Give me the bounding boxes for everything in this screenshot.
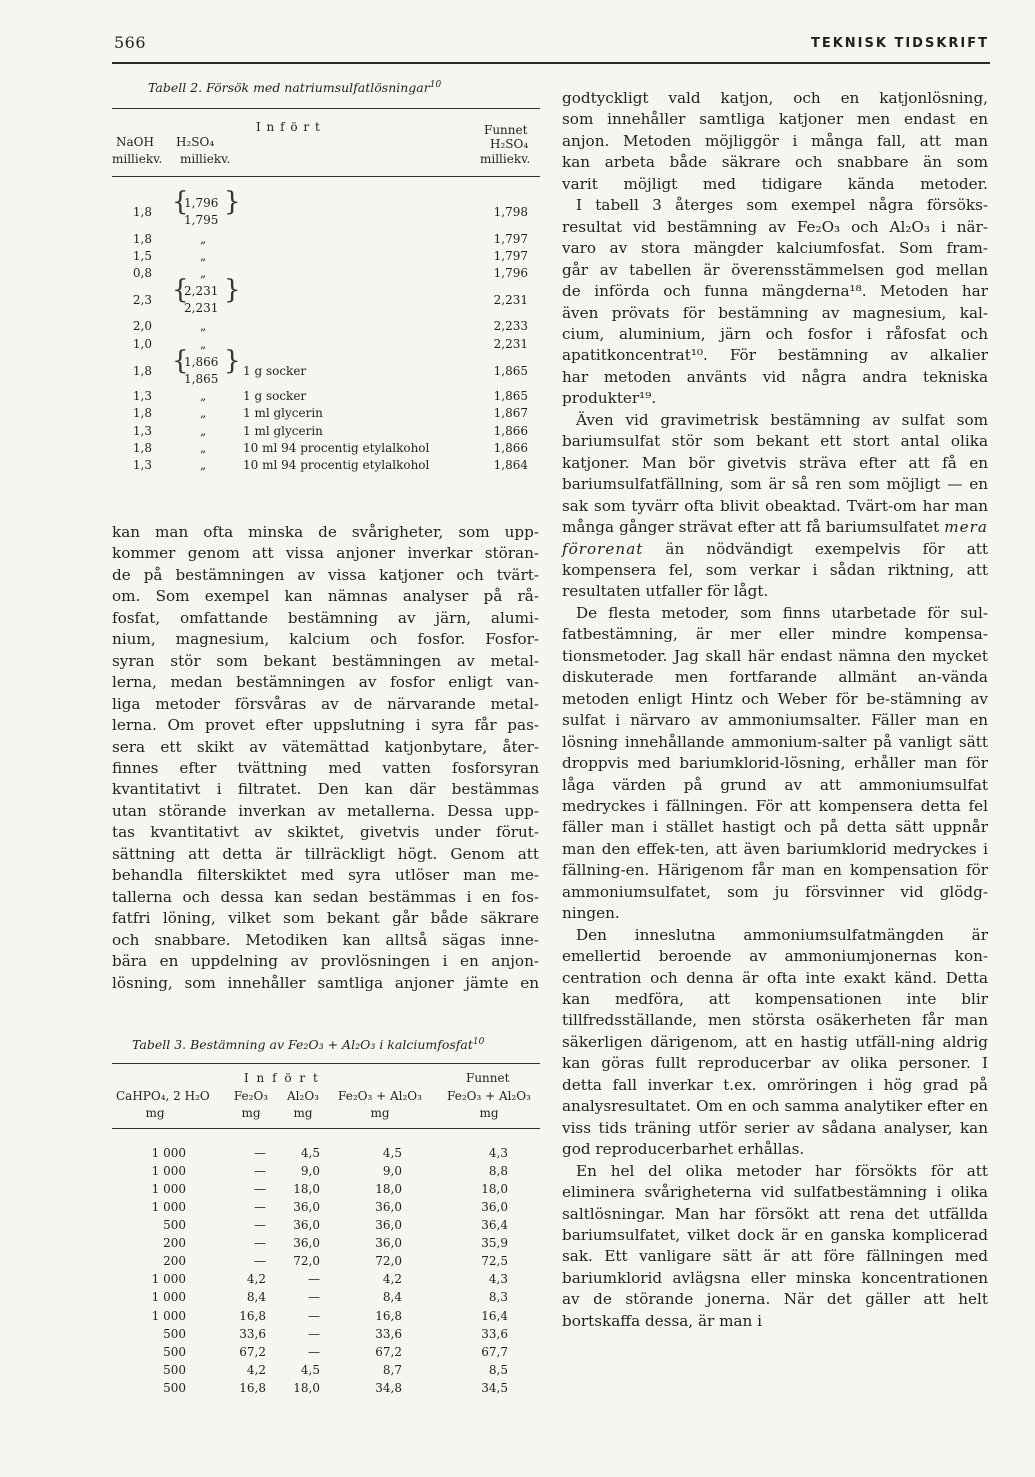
table2-h2so4-ditto: „	[200, 424, 207, 438]
table3-caption: Tabell 3. Bestämning av Fe₂O₃ + Al₂O₃ i kalciumfosfat$^{10}$	[132, 1037, 485, 1053]
table3-col-header: Fe₂O₃ + Al₂O₃	[338, 1089, 422, 1103]
table3-cell: 18,0	[293, 1380, 320, 1395]
table3-col-header: Fe₂O₃ + Al₂O₃	[447, 1089, 531, 1103]
table2-h2so4-ditto: „	[200, 249, 207, 263]
table3-cell: 500	[163, 1362, 186, 1377]
table3-cell: 36,0	[293, 1200, 320, 1215]
table3-cell: 1 000	[151, 1272, 186, 1287]
table2-h2so4-ditto: „	[200, 266, 207, 280]
table2-found-cell: 1,866	[493, 424, 528, 438]
text-line: har metoden använts vid några andra tekniska	[562, 367, 988, 386]
right-column-text	[562, 88, 988, 1332]
table3-cell: —	[254, 1254, 266, 1269]
table2-h2so4-cell: 2,231	[184, 301, 219, 315]
text-line: resultat vid bestämning av Fe₂O₃ och Al₂O₃ i när-	[562, 217, 988, 236]
table2-h2so4-cell: 1,865	[184, 372, 219, 386]
table3-top-rule	[112, 1063, 540, 1064]
table3-cell: 4,3	[488, 1272, 508, 1287]
table2-additive-cell: 1 ml glycerin	[243, 424, 323, 438]
table2-naoh-cell: 1,3	[132, 424, 152, 438]
table2-h2so4-ditto: „	[200, 389, 207, 403]
brace-right: }	[224, 346, 241, 376]
text-line: syran stör som bekant bestämningen av metal-	[112, 651, 539, 670]
table3-cell: 4,5	[300, 1362, 320, 1377]
table3-cell: 16,8	[239, 1308, 266, 1323]
table2-h2so4-ditto: „	[200, 319, 207, 333]
text-line: varit möjligt med tidigare kända metoder.	[562, 174, 988, 193]
table3-cell: 8,8	[488, 1164, 508, 1178]
table2-naoh-cell: 1,8	[132, 364, 152, 378]
table2-found-cell: 2,231	[493, 337, 528, 351]
table3-group-header: I n f ö r t	[244, 1071, 320, 1085]
table2-found-cell: 1,797	[493, 249, 528, 263]
table3-cell: 18,0	[375, 1182, 402, 1197]
table2-naoh-cell: 1,0	[132, 337, 152, 351]
table3-cell: 33,6	[481, 1326, 508, 1341]
table3-unit-label: mg	[293, 1106, 313, 1120]
table2-unit-found: milliekv.	[480, 152, 531, 166]
table3-cell: 8,3	[488, 1290, 508, 1305]
table3-cell: 200	[163, 1236, 186, 1251]
table2-found-cell: 1,865	[493, 389, 528, 403]
table3-unit-label: mg	[145, 1106, 165, 1120]
brace-right: }	[224, 275, 241, 305]
table2-h2so4-cell: 1,866	[184, 355, 219, 369]
table2-naoh-cell: 1,8	[132, 205, 152, 219]
table3-cell: 500	[163, 1344, 186, 1359]
text-line: fatfri löning, vilket som bekant går både säkrare	[112, 909, 539, 928]
table3-cell: 33,6	[375, 1326, 402, 1341]
table2-found-cell: 1,797	[493, 232, 528, 246]
table3-cell: 1 000	[151, 1290, 186, 1305]
table2-group-header: I n f ö r t	[256, 120, 321, 134]
table3-cell: 8,7	[382, 1362, 402, 1377]
table3-cell: 4,5	[382, 1146, 402, 1160]
text-line: finnes efter tvättning med vatten fosforsyran	[112, 758, 539, 777]
table3-unit-label: mg	[241, 1106, 261, 1120]
table3-cell: —	[308, 1326, 320, 1341]
text-line: tas kvantitativt av skiktet, givetvis under förut-	[112, 823, 539, 842]
table3-col-header: Al₂O₃	[287, 1089, 319, 1103]
table3-cell: 9,0	[300, 1164, 320, 1178]
table3-cell: 36,0	[293, 1218, 320, 1233]
text-line: apatitkoncentrat¹⁰. För bestämning av alkalier	[562, 346, 988, 365]
table3-cell: 34,5	[481, 1380, 508, 1395]
table3-cell: 4,2	[246, 1362, 266, 1377]
text-line: kommer genom att vissa anjoner inverkar störan-	[112, 544, 539, 563]
table3-cell: 1 000	[151, 1200, 186, 1215]
table3-cell: —	[254, 1182, 266, 1197]
table2-naoh-cell: 1,8	[132, 232, 152, 246]
table3-cell: 4,2	[382, 1272, 402, 1287]
text-line: cium, aluminium, järn och fosfor i råfosfat och	[562, 324, 988, 343]
table3-cell: 67,2	[239, 1344, 266, 1359]
table2-additive-cell: 10 ml 94 procentig etylalkohol	[243, 441, 430, 455]
text-line: behandla filterskiktet med syra utlöser man me-	[112, 866, 539, 885]
paragraph-ammonium-concentration: Den inneslutna ammoniumsulfatmängden är emellertid beroende av ammoniumjonernas kon-centration och denna är ofta inte exakt känd. Detta kan medföra, att kompensationen inte blir tillfredsställande, men största osäkerheten får man säkerligen därigenom, att en hastig utfäll-ning aldrig kan göras fullt reproducerbar av olika personer. I detta fall inverkar t.ex. omröringen i hög grad på analysresultatet. Om en och samma analytiker efter en viss tids träning utför serier av sådana analyser, kan god reproducerbarhet erhållas.	[562, 925, 988, 1159]
table3-cell: 1 000	[151, 1182, 186, 1197]
table3-cell: 9,0	[382, 1164, 402, 1178]
brace-left: {	[172, 187, 189, 217]
table2-found-cell: 1,796	[493, 266, 528, 280]
text-line: om. Som exempel kan nämnas analyser på rå-	[112, 587, 539, 606]
table3-cell: —	[254, 1200, 266, 1215]
table3-cell: 36,0	[293, 1236, 320, 1251]
table3-cell: 500	[163, 1218, 186, 1233]
table3-cell: 1 000	[151, 1164, 186, 1178]
table2-additive-cell: 1 g socker	[243, 364, 307, 378]
table2-h2so4-ditto: „	[200, 458, 207, 472]
table3-cell: —	[308, 1290, 320, 1305]
table3-cell: 36,0	[375, 1218, 402, 1233]
table2-h2so4-ditto: „	[200, 337, 207, 351]
text-line: I tabell 3 återges som exempel några försöks-	[576, 196, 988, 215]
table2-unit-h2so4: milliekv.	[180, 152, 231, 166]
table3-cell: —	[254, 1164, 266, 1178]
table3-cell: 16,4	[481, 1308, 508, 1323]
table3-cell: 33,6	[239, 1326, 266, 1341]
table2-col-naoh: NaOH	[116, 135, 154, 149]
text-line: kvantitativt i filtratet. Den kan där bestämmas	[112, 780, 539, 799]
table3-cell: 36,4	[481, 1218, 508, 1233]
table2-top-rule	[112, 108, 540, 109]
paragraph-elimination-methods: En hel del olika metoder har försökts för att eliminera svårigheterna vid sulfatbestämning i olika saltlösningar. Man har försökt att rena det utfällda bariumsulfatet, vilket dock är en ganska komplicerad sak. Ett vanligare sätt är att före fällningen med bariumklorid avlägsna eller minska koncentrationen av de störande jonerna. När det gäller att helt bortskaffa dessa, är man i	[562, 1161, 988, 1330]
text-line: lösning, som innehåller samtliga anjoner jämte en	[112, 973, 539, 992]
table3-cell: —	[308, 1272, 320, 1287]
table2-col-h2so4: H₂SO₄	[176, 135, 215, 149]
text-line: utan störande inverkan av metallerna. Dessa upp-	[112, 801, 539, 820]
page-number: 566	[114, 33, 147, 52]
table3-cell: 18,0	[293, 1182, 320, 1197]
journal-title: TEKNISK TIDSKRIFT	[810, 36, 989, 51]
table3-cell: 4,3	[488, 1146, 508, 1160]
brace-right: }	[224, 187, 241, 217]
table3-col-header: CaHPO₄, 2 H₂O	[116, 1089, 210, 1103]
text-line: nium, magnesium, kalcium och fosfor. Fosfor-	[112, 630, 539, 649]
text-line: de införda och funna mängderna¹⁸. Metoden har	[562, 282, 988, 301]
table3-cell: —	[254, 1236, 266, 1251]
table2-naoh-cell: 1,5	[132, 249, 152, 263]
text-line: går av tabellen är överensstämmelsen god mellan	[562, 260, 988, 279]
brace-left: {	[172, 275, 189, 305]
text-line: och snabbare. Metodiken kan alltså sägas inne-	[112, 930, 539, 949]
table3-cell: 4,2	[246, 1272, 266, 1287]
table2-h2so4-ditto: „	[200, 232, 207, 246]
table2-h2so4-cell: 1,795	[184, 213, 219, 227]
brace-left: {	[172, 346, 189, 376]
table3-cell: —	[254, 1218, 266, 1233]
table2-naoh-cell: 0,8	[132, 266, 152, 280]
text-line: även prövats för bestämning av magnesium, kal-	[562, 303, 988, 322]
text-line: tallerna och dessa kan sedan bestämmas i en fos-	[112, 887, 539, 906]
text-line: lerna, medan bestämningen av fosfor enligt van-	[112, 673, 539, 692]
table3-cell: 72,5	[481, 1254, 508, 1269]
table3-cell: 35,9	[481, 1236, 508, 1251]
table3-cell: 36,0	[375, 1236, 402, 1251]
table2-h2so4-cell: 1,796	[184, 196, 219, 210]
text-line: godtyckligt vald katjon, och en katjonlösning,	[562, 89, 988, 107]
table2-naoh-cell: 2,0	[132, 319, 152, 333]
table2-found-cell: 1,865	[493, 364, 528, 378]
table3-cell: 500	[163, 1326, 186, 1341]
table3-found-header: Funnet	[466, 1071, 510, 1085]
table2-found-cell: 1,864	[493, 458, 528, 472]
table3-cell: 18,0	[481, 1182, 508, 1197]
table2-additive-cell: 1 g socker	[243, 389, 307, 403]
table3-cell: —	[308, 1308, 320, 1323]
table3-cell: 8,4	[382, 1290, 402, 1305]
text-line: bära en uppdelning av provlösningen i en anjon-	[112, 952, 539, 971]
table2-h2so4-ditto: „	[200, 406, 207, 420]
text-line: kan arbeta både säkrare och snabbare än som	[562, 153, 988, 172]
table3-cell: 500	[163, 1380, 186, 1395]
table3-cell: 8,5	[488, 1362, 508, 1377]
table2-found-cell: 2,233	[493, 319, 528, 333]
emphasis-text: mera förorenat	[562, 518, 988, 558]
table3-cell: 200	[163, 1254, 186, 1269]
table2-found-cell: 2,231	[493, 293, 528, 307]
table2-header-rule	[112, 176, 540, 177]
text-line: fosfat, omfattande bestämning av järn, alumi-	[112, 608, 539, 627]
table3-header-rule	[112, 1128, 540, 1129]
table2-found-cell: 1,867	[493, 406, 528, 420]
table2-naoh-cell: 1,3	[132, 458, 152, 472]
text-line: sättning att detta är tillräckligt högt. Genom att	[112, 844, 539, 863]
table2-unit-naoh: milliekv.	[112, 152, 163, 166]
table3-cell: 72,0	[293, 1254, 320, 1269]
table3-cell: 36,0	[481, 1200, 508, 1215]
table3-cell: 67,7	[481, 1344, 508, 1359]
table2-found-cell: 1,798	[493, 205, 528, 219]
table3-unit-label: mg	[370, 1106, 390, 1120]
table3-unit-label: mg	[479, 1106, 499, 1120]
text-line: anjon. Metoden möjliggör i många fall, att man	[562, 131, 988, 150]
table2-found-cell: 1,866	[493, 441, 528, 455]
table2-naoh-cell: 1,8	[132, 406, 152, 420]
table3-cell: 8,4	[246, 1290, 266, 1305]
text-line: liga metoder försvåras av de närvarande metal-	[112, 694, 539, 713]
paragraph-compensation-methods: De flesta metoder, som finns utarbetade för sul-fatbestämning, är mer eller mindre kompensa-tionsmetoder. Jag skall här endast nämna den mycket diskuterade men fortfarande allmänt an-vända metoden enligt Hintz och Weber för be-stämning av sulfat i närvaro av ammoniumsalter. Fäller man en lösning innehållande ammonium-salter på vanligt sätt droppvis med bariumklorid-lösning, erhåller man för låga värden på grund av att ammoniumsulfat medryckes i fällningen. För att kompensera detta fel fäller man i stället hastigt och på detta sätt uppnår man den effek-ten, att även bariumklorid medryckes i fällning-en. Härigenom får man en kompensation för ammoniumsulfatet, som ju försvinner vid glödg-ningen.	[562, 603, 988, 923]
table3-cell: 1 000	[151, 1146, 186, 1160]
table3-cell: 34,8	[375, 1380, 402, 1395]
table2-caption: Tabell 2. Försök med natriumsulfatlösningar$^{10}$	[148, 80, 442, 96]
table3-col-header: Fe₂O₃	[233, 1089, 269, 1103]
text-line: produkter¹⁹.	[562, 389, 657, 408]
table3-cell: —	[254, 1146, 266, 1160]
table3-cell: 4,5	[300, 1146, 320, 1160]
table2-additive-cell: 10 ml 94 procentig etylalkohol	[243, 458, 430, 472]
table2-naoh-cell: 1,8	[132, 441, 152, 455]
table3-cell: 36,0	[375, 1200, 402, 1215]
table2-additive-cell: 1 ml glycerin	[243, 406, 323, 420]
text-line: kan man ofta minska de svårigheter, som upp-	[112, 523, 539, 541]
header-rule	[112, 62, 990, 64]
table2-col-found: Funnet	[484, 123, 528, 137]
table2-h2so4-cell: 2,231	[184, 284, 219, 298]
table3-cell: 67,2	[375, 1344, 402, 1359]
table2-h2so4-ditto: „	[200, 441, 207, 455]
table3-cell: 1 000	[151, 1308, 186, 1323]
left-column-text	[112, 522, 539, 994]
table2-col-found-sub: H₂SO₄	[490, 137, 529, 151]
paragraph-sulfate-intro: Även vid gravimetrisk bestämning av sulfat som bariumsulfat stör som bekant ett stort antal olika katjoner. Man bör givetvis sträva efter att få en bariumsulfatfällning, som är så ren som möjligt — en sak som tyvärr ofta blivit obeaktad. Tvärt-om har man många gånger strävat efter att få bariumsulfatet mera förorenat än nödvändigt exempelvis för att kompensera fel, som verkar i sådan riktning, att resultaten utfaller för lågt.	[562, 410, 988, 601]
table2-naoh-cell: 2,3	[132, 293, 152, 307]
table3-cell: 16,8	[239, 1380, 266, 1395]
text-line: varo av stora mängder kalciumfosfat. Som fram-	[562, 239, 988, 258]
table3-cell: 72,0	[375, 1254, 402, 1269]
text-line: lerna. Om provet efter uppslutning i syra får pas-	[112, 716, 539, 735]
table3-cell: 16,8	[375, 1308, 402, 1323]
text-line: de på bestämningen av vissa katjoner och tvärt-	[112, 565, 539, 584]
text-line: sera ett skikt av vätemättad katjonbytare, åter-	[112, 737, 539, 756]
table2-naoh-cell: 1,3	[132, 389, 152, 403]
table3-cell: —	[308, 1344, 320, 1359]
text-line: som innehåller samtliga katjoner men endast en	[562, 110, 988, 129]
